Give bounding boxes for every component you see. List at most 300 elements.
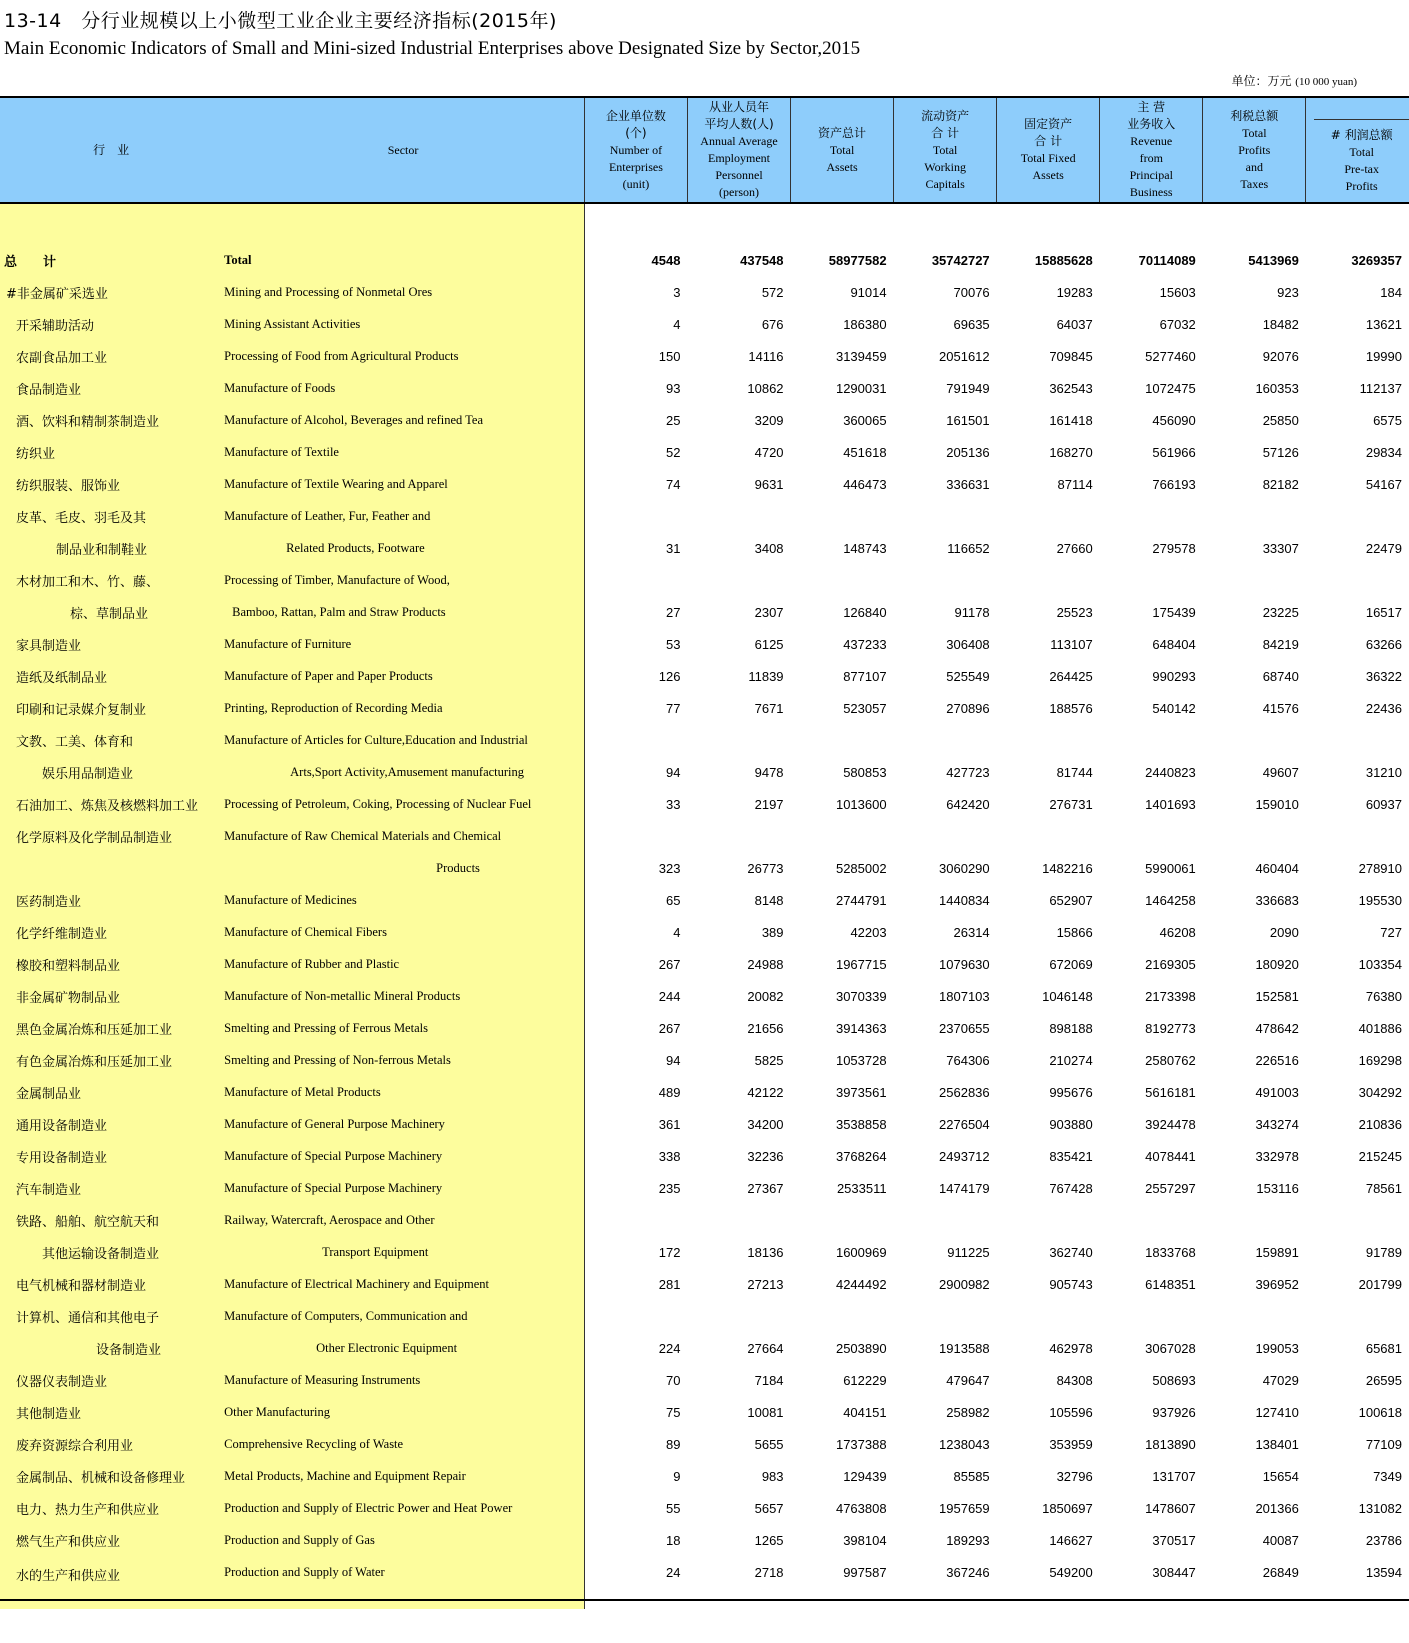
value-cell: 2900982 — [939, 1276, 990, 1292]
value-cell: 370517 — [1152, 1532, 1196, 1548]
value-cell: 112137 — [1359, 380, 1402, 396]
value-cell: 648404 — [1152, 636, 1196, 652]
value-cell: 15603 — [1159, 284, 1196, 300]
value-cell: 20082 — [747, 988, 784, 1004]
value-cell: 13594 — [1365, 1565, 1402, 1580]
industry-cn-cell: 黑色金属冶炼和压延加工业 — [0, 1012, 222, 1044]
value-cell: 34200 — [747, 1116, 784, 1132]
value-cell — [1100, 1204, 1203, 1236]
value-cell: 343274 — [1255, 1116, 1299, 1132]
table-row — [0, 1108, 1409, 1140]
value-cell: 1957659 — [939, 1500, 990, 1516]
value-cell: 67032 — [1159, 316, 1196, 332]
industry-cn-cell: 印刷和记录媒介复制业 — [0, 692, 222, 724]
value-cell — [687, 500, 790, 532]
industry-cn-cell: 皮革、毛皮、羽毛及其 — [0, 500, 222, 532]
table-row — [0, 820, 1409, 852]
value-cell: 456090 — [1152, 412, 1196, 428]
value-cell: 131707 — [1152, 1468, 1196, 1484]
value-cell: 1737388 — [835, 1436, 887, 1452]
value-cell: 226516 — [1255, 1052, 1299, 1068]
value-cell: 4 — [584, 916, 687, 948]
value-cell: 64037 — [1056, 316, 1093, 332]
value-cell: 1850697 — [1042, 1500, 1093, 1516]
header-line: 资产总计 — [818, 125, 867, 140]
value-cell: 3973561 — [835, 1084, 887, 1100]
table-row — [0, 724, 1409, 756]
value-cell: 57126 — [1262, 444, 1299, 460]
value-cell: 22436 — [1365, 700, 1402, 716]
value-cell: 1440834 — [939, 892, 990, 908]
value-cell: 153116 — [1256, 1180, 1299, 1196]
value-cell — [791, 1204, 894, 1236]
value-cell: 27660 — [1056, 540, 1093, 556]
industry-cn-cell: 食品制造业 — [0, 372, 222, 404]
value-cell: 3209 — [754, 412, 784, 428]
value-cell: 1474179 — [939, 1180, 990, 1196]
header-line: 从业人员年 — [708, 100, 769, 114]
value-cell — [1203, 1300, 1306, 1332]
header-line: (个) — [625, 125, 647, 140]
value-cell — [687, 820, 790, 852]
value-cell: 21656 — [747, 1020, 784, 1036]
value-cell: 508693 — [1152, 1372, 1196, 1388]
value-cell: 18482 — [1262, 316, 1299, 332]
value-cell — [791, 724, 894, 756]
value-cell: 14116 — [748, 348, 784, 364]
industry-cn-cell: 其他制造业 — [0, 1396, 222, 1428]
value-cell — [1203, 564, 1306, 596]
table-row — [0, 1076, 1409, 1108]
value-cell: 138401 — [1255, 1436, 1299, 1452]
value-cell: 11839 — [748, 668, 784, 684]
value-cell: 1290031 — [835, 380, 887, 396]
value-cell: 791949 — [946, 380, 990, 396]
value-cell: 161501 — [946, 412, 990, 428]
table-row — [0, 1236, 1409, 1268]
value-cell: 8192773 — [1145, 1020, 1196, 1036]
value-cell: 25 — [584, 404, 687, 436]
value-cell — [584, 564, 687, 596]
value-cell: 835421 — [1049, 1148, 1093, 1164]
value-cell: 27213 — [747, 1276, 784, 1292]
header-industry-cn: 行 业 — [0, 97, 222, 203]
value-cell: 911225 — [947, 1244, 990, 1260]
industry-cn-cell: 非金属矿物制品业 — [0, 980, 222, 1012]
value-cell — [1203, 724, 1306, 756]
sector-en-cell: Manufacture of Foods — [222, 372, 584, 404]
sector-en-cell: Manufacture of Paper and Paper Products — [222, 660, 584, 692]
value-cell: 258982 — [946, 1404, 990, 1420]
value-cell — [791, 564, 894, 596]
value-cell: 937926 — [1152, 1404, 1196, 1420]
value-cell: 2173398 — [1145, 988, 1196, 1004]
table-row — [0, 564, 1409, 596]
industry-cn-cell: 酒、饮料和精制茶制造业 — [0, 404, 222, 436]
value-cell: 69635 — [953, 316, 990, 332]
value-cell: 58977582 — [828, 252, 887, 268]
value-cell: 85585 — [953, 1468, 990, 1484]
value-cell: 5655 — [754, 1436, 784, 1452]
sector-en-cell: Manufacture of Leather, Fur, Feather and — [222, 500, 584, 532]
value-cell: 903880 — [1049, 1116, 1093, 1132]
table-row — [0, 532, 1409, 564]
value-cell: 18136 — [747, 1244, 784, 1260]
industry-cn-cell: 橡胶和塑料制品业 — [0, 948, 222, 980]
value-cell: 22479 — [1365, 540, 1402, 556]
value-cell: 3538858 — [835, 1116, 887, 1132]
value-cell: 89 — [584, 1428, 687, 1460]
value-cell: 201799 — [1358, 1276, 1402, 1292]
value-cell — [1203, 820, 1306, 852]
header-line: Total — [1349, 145, 1374, 159]
industry-cn-cell: 铁路、船舶、航空航天和 — [0, 1204, 222, 1236]
value-cell — [894, 564, 997, 596]
value-cell: 642420 — [946, 796, 990, 812]
industry-cn-cell: 棕、草制品业 — [0, 596, 222, 628]
value-cell: 146627 — [1049, 1532, 1093, 1548]
sector-en-cell: Arts,Sport Activity,Amusement manufacturing — [222, 756, 584, 788]
value-cell: 540142 — [1152, 700, 1196, 716]
value-cell: 94 — [584, 1044, 687, 1076]
value-cell: 2533511 — [836, 1180, 887, 1196]
value-cell: 276731 — [1049, 796, 1093, 812]
value-cell: 1482216 — [1042, 860, 1093, 876]
value-cell: 4 — [584, 308, 687, 340]
value-cell: 116652 — [947, 540, 990, 556]
value-cell — [1306, 724, 1409, 756]
industry-cn-cell: 其他运输设备制造业 — [0, 1236, 222, 1268]
header-line: 平均人数(人) — [704, 117, 774, 131]
value-cell: 76380 — [1365, 988, 1402, 1004]
value-cell: 1833768 — [1145, 1244, 1196, 1260]
value-cell: 9631 — [754, 476, 784, 492]
value-cell: 78561 — [1365, 1180, 1402, 1196]
value-cell: 3269357 — [1351, 252, 1402, 268]
header-line: Enterprises — [608, 159, 663, 174]
value-cell: 525549 — [946, 668, 990, 684]
header-pretax-profits — [1306, 97, 1409, 203]
value-cell — [894, 820, 997, 852]
value-cell: 70076 — [953, 284, 990, 300]
sector-en-cell: Mining and Processing of Nonmetal Ores — [222, 276, 584, 308]
header-line: Total — [829, 142, 855, 157]
value-cell: 25523 — [1056, 604, 1093, 620]
value-cell: 152581 — [1255, 988, 1299, 1004]
value-cell: 360065 — [843, 412, 887, 428]
value-cell: 26314 — [953, 924, 990, 940]
value-cell — [1100, 820, 1203, 852]
header-profits-taxes — [1203, 97, 1306, 203]
industry-cn-cell: 汽车制造业 — [0, 1172, 222, 1204]
sector-en-cell: Printing, Reproduction of Recording Media — [222, 692, 584, 724]
value-cell: 1464258 — [1145, 892, 1196, 908]
value-cell: 54167 — [1365, 476, 1402, 492]
value-cell — [584, 1204, 687, 1236]
sector-en-cell: Products — [222, 852, 584, 884]
value-cell: 361 — [584, 1108, 687, 1140]
industry-cn-cell: #非金属矿采选业 — [0, 276, 222, 308]
value-cell — [997, 564, 1100, 596]
value-cell: 26773 — [747, 860, 784, 876]
value-cell: 55 — [584, 1492, 687, 1524]
value-cell: 990293 — [1152, 668, 1196, 684]
value-cell — [687, 564, 790, 596]
value-cell: 5825 — [754, 1052, 784, 1068]
value-cell: 3408 — [754, 540, 784, 556]
page-title-cn: 13-14 分行业规模以上小微型工业企业主要经济指标(2015年) — [4, 10, 557, 32]
value-cell: 2051612 — [939, 348, 990, 364]
header-line: Profits — [1345, 179, 1378, 193]
value-cell: 26849 — [1262, 1565, 1299, 1580]
industry-cn-cell: 金属制品、机械和设备修理业 — [0, 1460, 222, 1492]
value-cell: 2744791 — [835, 892, 887, 908]
value-cell: 87114 — [1057, 476, 1093, 492]
value-cell: 561966 — [1152, 444, 1196, 460]
unit-label-cn: 单位：万元 — [1231, 74, 1292, 88]
value-cell: 437233 — [843, 636, 887, 652]
table-row — [0, 628, 1409, 660]
table-row — [0, 1492, 1409, 1524]
industry-cn-cell: 电力、热力生产和供应业 — [0, 1492, 222, 1524]
header-line: Business — [1129, 185, 1173, 199]
value-cell: 3070339 — [835, 988, 887, 1004]
value-cell: 1813890 — [1145, 1436, 1196, 1452]
value-cell: 91014 — [850, 284, 887, 300]
value-cell: 68740 — [1262, 668, 1299, 684]
value-cell — [1100, 1300, 1203, 1332]
value-cell: 3139459 — [835, 348, 887, 364]
value-cell: 983 — [761, 1468, 784, 1484]
value-cell: 2503890 — [835, 1340, 887, 1356]
table-row — [0, 1524, 1409, 1556]
header-line: Taxes — [1240, 176, 1269, 191]
value-cell: 84308 — [1056, 1372, 1093, 1388]
sector-en-cell: Manufacture of Chemical Fibers — [222, 916, 584, 948]
sector-en-cell: Manufacture of General Purpose Machinery — [222, 1108, 584, 1140]
value-cell: 82182 — [1262, 476, 1299, 492]
value-cell: 25850 — [1262, 412, 1299, 428]
value-cell: 676 — [761, 316, 784, 332]
industry-cn-cell: 有色金属冶炼和压延加工业 — [0, 1044, 222, 1076]
table-row — [0, 340, 1409, 372]
value-cell: 396952 — [1255, 1276, 1299, 1292]
value-cell — [1306, 820, 1409, 852]
value-cell: 150 — [584, 340, 687, 372]
header-line: Working — [924, 159, 966, 174]
value-cell: 184 — [1380, 284, 1402, 300]
table-row — [0, 308, 1409, 340]
value-cell: 905743 — [1049, 1276, 1093, 1292]
unit-label-en: (10 000 yuan) — [1295, 76, 1357, 88]
value-cell: 5616181 — [1145, 1084, 1196, 1100]
value-cell: 3914363 — [835, 1020, 887, 1036]
sector-en-cell: Manufacture of Textile — [222, 436, 584, 468]
unit-label — [1231, 72, 1357, 89]
table-row — [0, 660, 1409, 692]
value-cell: 1478607 — [1145, 1500, 1196, 1516]
value-cell: 3768264 — [835, 1148, 887, 1164]
value-cell: 65681 — [1365, 1340, 1402, 1356]
value-cell: 63266 — [1365, 636, 1402, 652]
sector-en-cell: Manufacture of Non-metallic Mineral Products — [222, 980, 584, 1012]
value-cell: 186380 — [843, 316, 887, 332]
header-revenue — [1100, 97, 1203, 203]
value-cell — [1306, 564, 1409, 596]
value-cell — [791, 820, 894, 852]
value-cell — [1100, 500, 1203, 532]
value-cell: 9 — [584, 1460, 687, 1492]
industry-cn-cell: 造纸及纸制品业 — [0, 660, 222, 692]
value-cell: 437548 — [740, 252, 784, 268]
value-cell: 479647 — [946, 1372, 990, 1388]
value-cell: 84219 — [1262, 636, 1299, 652]
value-cell: 126 — [584, 660, 687, 692]
value-cell: 3924478 — [1145, 1116, 1196, 1132]
table-row — [0, 1044, 1409, 1076]
table-row — [0, 436, 1409, 468]
value-cell: 995676 — [1049, 1084, 1093, 1100]
value-cell: 15885628 — [1034, 252, 1093, 268]
value-cell — [997, 1204, 1100, 1236]
value-cell: 304292 — [1358, 1084, 1402, 1100]
value-cell: 427723 — [946, 764, 990, 780]
value-cell — [791, 1300, 894, 1332]
industry-cn-cell: 娱乐用品制造业 — [0, 756, 222, 788]
value-cell: 235 — [584, 1172, 687, 1204]
value-cell: 367246 — [946, 1565, 990, 1580]
sector-en-cell: Manufacture of Furniture — [222, 628, 584, 660]
industry-cn-cell: 开采辅助活动 — [0, 308, 222, 340]
industry-cn-cell: 纺织服装、服饰业 — [0, 468, 222, 500]
header-employment — [687, 97, 790, 203]
value-cell: 10862 — [747, 380, 784, 396]
value-cell — [1203, 500, 1306, 532]
value-cell: 491003 — [1255, 1084, 1299, 1100]
value-cell: 8148 — [754, 892, 784, 908]
value-cell: 489 — [584, 1076, 687, 1108]
indicator-table — [0, 96, 1409, 1609]
sector-en-cell: Other Manufacturing — [222, 1396, 584, 1428]
sector-en-cell: Manufacture of Medicines — [222, 884, 584, 916]
table-row — [0, 916, 1409, 948]
value-cell: 2370655 — [939, 1020, 990, 1036]
total-row — [0, 244, 1409, 276]
sector-en-cell: Manufacture of Articles for Culture,Education and Industrial — [222, 724, 584, 756]
value-cell: 129439 — [843, 1468, 887, 1484]
value-cell: 4720 — [754, 444, 784, 460]
sector-en-cell: Transport Equipment — [222, 1236, 584, 1268]
value-cell: 612229 — [843, 1372, 887, 1388]
value-cell: 46208 — [1159, 924, 1196, 940]
value-cell — [997, 500, 1100, 532]
table-row — [0, 372, 1409, 404]
industry-cn-cell: 石油加工、炼焦及核燃料加工业 — [0, 788, 222, 820]
header-assets — [791, 97, 894, 203]
value-cell: 131082 — [1358, 1500, 1402, 1516]
value-cell — [894, 1204, 997, 1236]
header-line: Revenue — [1130, 134, 1173, 148]
value-cell: 244 — [584, 980, 687, 1012]
value-cell: 113107 — [1050, 636, 1093, 652]
header-enterprises — [584, 97, 687, 203]
value-cell: 175439 — [1152, 604, 1196, 620]
value-cell — [584, 820, 687, 852]
value-cell — [1100, 564, 1203, 596]
value-cell: 323 — [584, 852, 687, 884]
table-row — [0, 1428, 1409, 1460]
value-cell: 401886 — [1358, 1020, 1402, 1036]
value-cell: 36322 — [1365, 668, 1402, 684]
value-cell: 4763808 — [835, 1500, 887, 1516]
sector-en-cell: Production and Supply of Electric Power and Heat Power — [222, 1492, 584, 1524]
value-cell: 188576 — [1049, 700, 1093, 716]
value-cell: 6125 — [754, 636, 784, 652]
value-cell: 709845 — [1049, 348, 1093, 364]
value-cell — [894, 1300, 997, 1332]
value-cell: 308447 — [1152, 1565, 1196, 1580]
industry-cn-cell — [0, 852, 222, 884]
value-cell: 27 — [584, 596, 687, 628]
value-cell: 362740 — [1049, 1244, 1093, 1260]
value-cell: 31210 — [1365, 764, 1402, 780]
industry-cn-cell: 化学原料及化学制品制造业 — [0, 820, 222, 852]
value-cell: 267 — [584, 1012, 687, 1044]
industry-cn-cell: 废弃资源综合利用业 — [0, 1428, 222, 1460]
value-cell: 168270 — [1049, 444, 1093, 460]
value-cell: 1600969 — [835, 1244, 887, 1260]
header-line: and — [1245, 159, 1263, 174]
industry-cn-cell: 医药制造业 — [0, 884, 222, 916]
value-cell: 5657 — [754, 1500, 784, 1516]
header-line: 合 计 — [931, 125, 960, 140]
value-cell: 47029 — [1262, 1372, 1299, 1388]
value-cell: 159010 — [1255, 796, 1299, 812]
value-cell: 1238043 — [939, 1436, 990, 1452]
header-line: (person) — [719, 185, 759, 199]
value-cell: 199053 — [1255, 1340, 1299, 1356]
value-cell: 103354 — [1358, 956, 1402, 972]
value-cell: 398104 — [843, 1532, 887, 1548]
industry-cn-cell: 金属制品业 — [0, 1076, 222, 1108]
value-cell: 4548 — [584, 244, 687, 276]
value-cell: 189293 — [946, 1532, 990, 1548]
table-bottom-rule — [0, 1599, 1409, 1601]
value-cell: 74 — [584, 468, 687, 500]
value-cell — [584, 724, 687, 756]
value-cell: 4078441 — [1145, 1148, 1196, 1164]
industry-cn-cell: 设备制造业 — [0, 1332, 222, 1364]
value-cell: 2440823 — [1145, 764, 1196, 780]
sector-en-cell: Manufacture of Metal Products — [222, 1076, 584, 1108]
value-cell: 1053728 — [835, 1052, 887, 1068]
value-cell: 215245 — [1358, 1148, 1402, 1164]
value-cell: 652907 — [1049, 892, 1093, 908]
value-cell: 52 — [584, 436, 687, 468]
value-cell: 672069 — [1049, 956, 1093, 972]
value-cell: 42203 — [850, 924, 887, 940]
sector-en-cell: Smelting and Pressing of Non-ferrous Metals — [222, 1044, 584, 1076]
sector-en-cell: Manufacture of Raw Chemical Materials and Chemical — [222, 820, 584, 852]
value-cell: 580853 — [843, 764, 887, 780]
value-cell: 27367 — [747, 1180, 784, 1196]
value-cell: 2493712 — [939, 1148, 990, 1164]
header-line: Employment — [708, 151, 770, 165]
industry-cn-cell: 水的生产和供应业 — [0, 1556, 222, 1609]
value-cell: 94 — [584, 756, 687, 788]
value-cell: 210836 — [1358, 1116, 1402, 1132]
header-line: # 利润总额 — [1330, 128, 1393, 142]
